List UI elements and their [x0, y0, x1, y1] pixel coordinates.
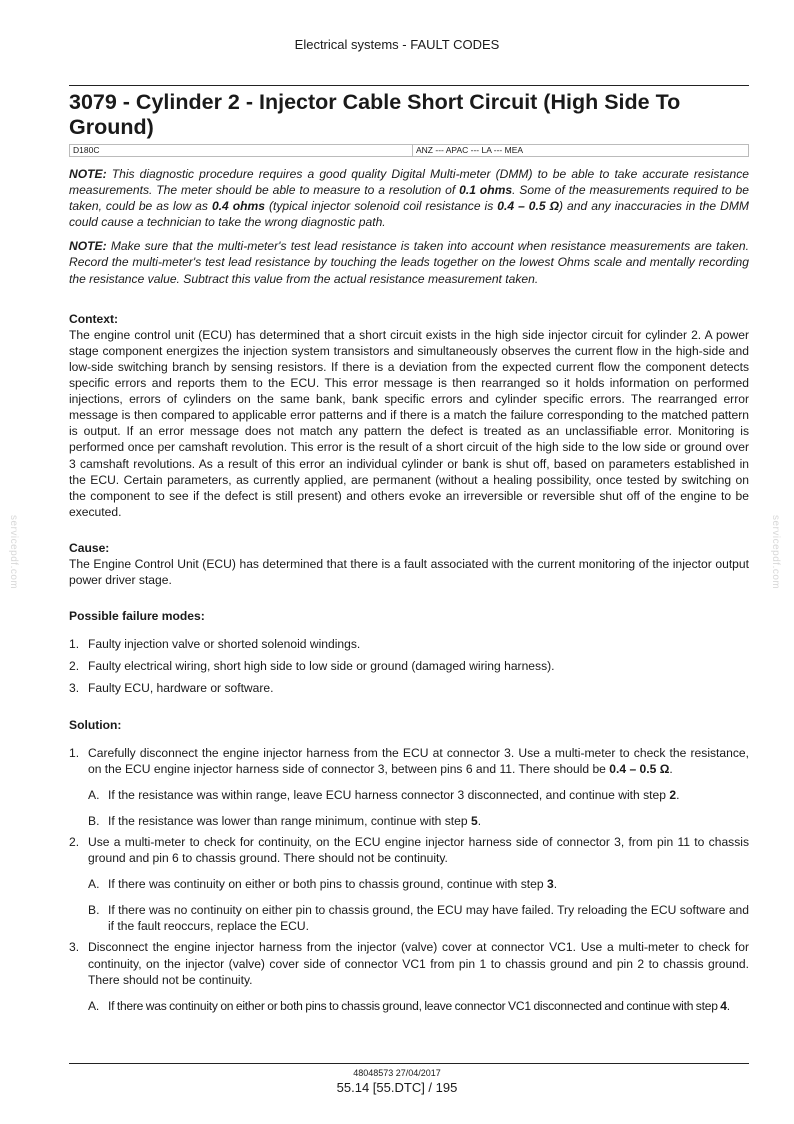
context-heading: Context:: [69, 311, 119, 326]
sub-step: A. If there was continuity on either or both pins to chassis ground, leave connector VC1 disconnected and continue with step 4.: [88, 998, 730, 1013]
solution-step-2: 2. Use a multi-meter to check for continuity, on the ECU engine injector harness side of connector 3, from pin 11 to chassis ground and pin 6 to chassis ground. There should not be continuity. A. If there was continuity on either or both pins to chassis ground, continue with step 3. B. If there was no continuity on either pin to chassis ground, the ECU may have failed. Try reloading the ECU software and if the fault reoccurs, replace the ECU.: [69, 835, 749, 934]
solution-heading: Solution:: [69, 717, 122, 732]
regions-cell: ANZ --- APAC --- LA --- MEA: [413, 144, 749, 157]
sub-step: A. If there was continuity on either or both pins to chassis ground, continue with step 3.: [88, 877, 558, 892]
note-label: NOTE:: [69, 239, 107, 254]
page-number: 55.14 [55.DTC] / 195: [336, 1080, 458, 1095]
sub-step: B. If the resistance was lower than range minimum, continue with step 5.: [88, 813, 482, 828]
note-dmm: NOTE: This diagnostic procedure requires a good quality Digital Multi-meter (DMM) to be able to take accurate resistance measurements. The meter should be able to measure to a resolution of 0.1 ohms. Some of the measurements required to be taken, could be as low as 0.4 ohms (typical injector solenoid coil resistance is 0.4 – 0.5 Ω) and any inaccuracies in the DMM could cause a technician to take the wrong diagnostic path.: [69, 167, 749, 230]
list-item: 3. Faulty ECU, hardware or software.: [69, 681, 274, 696]
watermark-right: servicepdf.com: [770, 515, 781, 590]
page-title: 3079 - Cylinder 2 - Injector Cable Short Circuit (High Side To Ground): [69, 90, 681, 139]
document-body: [69, 166, 749, 1019]
solution-step-1: 1. Carefully disconnect the engine injector harness from the ECU at connector 3. Use a multi-meter to check the resistance, on the ECU engine injector harness side of connector 3, between pins 6 and 11. There should be 0.4 – 0.5 Ω. A. If the resistance was within range, leave ECU harness connector 3 disconnected, and continue with step 2. B. If the resistance was lower than range minimum, continue with step 5.: [69, 745, 749, 828]
watermark-left: servicepdf.com: [8, 515, 19, 590]
failure-modes-list: [69, 636, 749, 696]
sub-steps: [88, 876, 749, 934]
cause-text: The Engine Control Unit (ECU) has determined that there is a fault associated with the current monitoring of the injector output power driver stage.: [69, 556, 749, 588]
model-cell: D180C: [69, 144, 413, 157]
footer-rule: [69, 1063, 749, 1064]
context-text: The engine control unit (ECU) has determined that a short circuit exists in the high side injector circuit for cylinder 2. A power stage component energizes the injection system transistors and simultaneously observes the current flow in the high-side and low-side switching branch by sensing resistors. If there is a deviation from the expected current flow the component detects specific errors and reports them to the ECU. This error message is then rearranged so it holds information on performed injections, errors of cylinders on the same bank, bank specific errors and cylinder specific errors. The rearranged error message is then compared to applicable error patterns and if there is a match the failure corresponding to the matched pattern is output. If an error message does not match any pattern the defect is treated as an unclassifiable error. Monitoring is performed once per camshaft revolution. This error is the result of a short circuit of the high side to the low side or ground over 3 camshaft revolutions. As a result of this error an individual cylinder or bank is shut off, based on parameters established in the ECU. Certain parameters, as currently applied, are permanent (without a healing possibility, once tested by switching on the component to see if the defect is still present) and others evoke an irreversible or reversible shut off of the engine to be executed.: [69, 327, 749, 519]
note-label: NOTE:: [69, 167, 107, 181]
note-test-lead: NOTE: Make sure that the multi-meter's test lead resistance is taken into account when resistance measurements are taken. Record the multi-meter's test lead resistance by touching the leads together on the lowest Ohms scale and mentally recording the resistance value. Subtract this value from the actual resistance measurement taken.: [69, 239, 749, 286]
applicability-table: [69, 144, 749, 157]
sub-steps: [88, 998, 749, 1014]
list-item: 1. Faulty injection valve or shorted solenoid windings.: [69, 637, 361, 652]
cause-heading: Cause:: [69, 540, 110, 555]
failure-modes-heading: Possible failure modes:: [69, 609, 205, 624]
document-number: 48048573 27/04/2017: [353, 1068, 441, 1078]
list-item: 2. Faulty electrical wiring, short high side to low side or ground (damaged wiring harness).: [69, 659, 555, 674]
running-header: Electrical systems - FAULT CODES: [294, 37, 500, 52]
sub-step: B. If there was no continuity on either pin to chassis ground, the ECU may have failed. Try reloading the ECU software and if the fault reoccurs, replace the ECU.: [88, 903, 749, 934]
header-rule: [69, 85, 749, 86]
solution-steps: [69, 745, 749, 1014]
sub-steps: [88, 787, 749, 829]
solution-step-3: 3. Disconnect the engine injector harness from the injector (valve) cover at connector VC1. Use a multi-meter to check for continuity, on the injector (valve) cover side of connector VC1 from pin 1 to chassis ground and pin 2 to chassis ground. There should not be continuity. A. If there was continuity on either or both pins to chassis ground, leave connector VC1 disconnected and continue with step 4.: [69, 940, 749, 1013]
sub-step: A. If the resistance was within range, leave ECU harness connector 3 disconnected, and continue with step 2.: [88, 787, 680, 802]
